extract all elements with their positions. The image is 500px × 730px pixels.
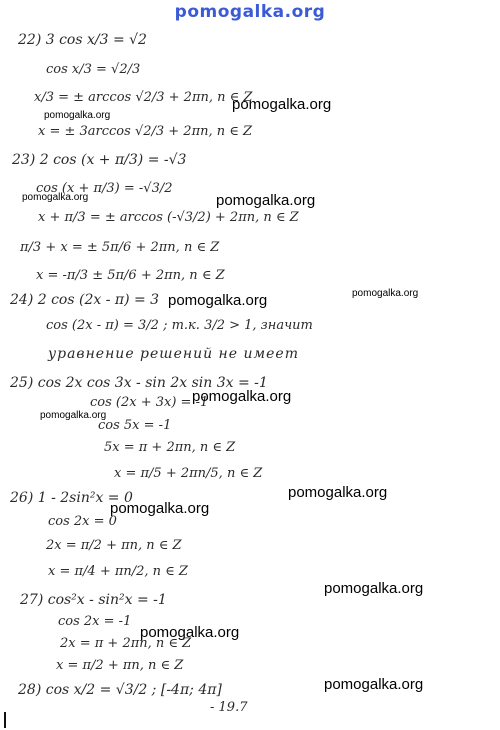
solution-line: - 19.7 — [210, 700, 248, 715]
solution-line: 24) 2 cos (2x - π) = 3 — [10, 292, 160, 308]
watermark: pomogalka.org — [168, 292, 268, 309]
solution-line: 23) 2 cos (x + π/3) = -√3 — [12, 152, 187, 168]
watermark: pomogalka.org — [192, 388, 292, 405]
solution-line: x = ± 3arccos √2/3 + 2πn, n ∈ Z — [38, 124, 253, 139]
watermark: pomogalka.org — [110, 500, 210, 517]
solution-line: π/3 + x = ± 5π/6 + 2πn, n ∈ Z — [20, 240, 220, 255]
solution-line: 26) 1 - 2sin²x = 0 — [10, 490, 133, 506]
solution-line: cos (2x - π) = 3/2 ; т.к. 3/2 > 1, значит — [46, 318, 313, 333]
solution-line: уравнение решений не имеет — [48, 346, 299, 362]
solution-line: 28) cos x/2 = √3/2 ; [-4π; 4π] — [18, 682, 222, 698]
solution-line: 25) cos 2x cos 3x - sin 2x sin 3x = -1 — [10, 375, 268, 391]
watermark: pomogalka.org — [140, 624, 240, 641]
watermark: pomogalka.org — [216, 192, 316, 209]
text-cursor — [4, 712, 6, 728]
watermark: pomogalka.org — [44, 110, 111, 121]
site-title: pomogalka.org — [174, 2, 326, 22]
solution-line: cos 2x = -1 — [58, 614, 132, 629]
solution-line: x = π/4 + πn/2, n ∈ Z — [48, 564, 188, 579]
solution-line: cos (2x + 3x) = -1 — [90, 395, 209, 410]
solution-line: 2x = π + 2πn, n ∈ Z — [60, 636, 192, 651]
solution-line: x + π/3 = ± arccos (-√3/2) + 2πn, n ∈ Z — [38, 210, 299, 225]
solution-line: x = -π/3 ± 5π/6 + 2πn, n ∈ Z — [36, 268, 225, 283]
solution-line: x/3 = ± arccos √2/3 + 2πn, n ∈ Z — [34, 90, 253, 105]
watermark: pomogalka.org — [288, 484, 388, 501]
solution-line: 2x = π/2 + πn, n ∈ Z — [46, 538, 182, 553]
solution-line: cos (x + π/3) = -√3/2 — [36, 181, 173, 196]
solution-line: cos 2x = 0 — [48, 514, 117, 529]
watermark: pomogalka.org — [232, 96, 332, 113]
watermark: pomogalka.org — [324, 580, 424, 597]
watermark: pomogalka.org — [40, 410, 107, 421]
watermark: pomogalka.org — [352, 288, 419, 299]
solution-line: cos x/3 = √2/3 — [46, 62, 141, 77]
solution-line: x = π/5 + 2πn/5, n ∈ Z — [114, 466, 263, 481]
solution-line: 22) 3 cos x/3 = √2 — [18, 32, 147, 48]
solution-line: x = π/2 + πn, n ∈ Z — [56, 658, 184, 673]
watermark: pomogalka.org — [22, 192, 89, 203]
solution-line: cos 5x = -1 — [98, 418, 172, 433]
watermark: pomogalka.org — [324, 676, 424, 693]
solution-line: 5x = π + 2πn, n ∈ Z — [104, 440, 236, 455]
solution-line: 27) cos²x - sin²x = -1 — [20, 592, 167, 608]
